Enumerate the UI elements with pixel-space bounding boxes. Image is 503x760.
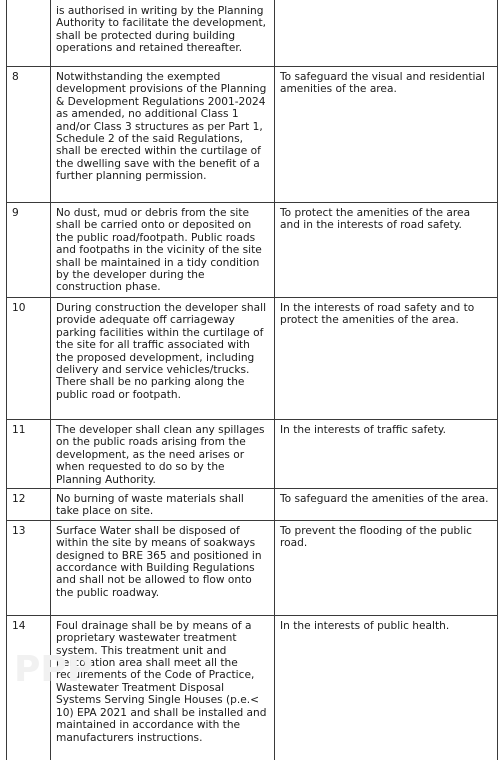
condition-number: 8 [7,67,51,203]
table-row [7,0,498,67]
condition-text: is authorised in writing by the Planning Authority to facilitate the development, shall be protected during building operations and retained thereafter. [51,0,275,67]
faint-watermark: PPP [14,649,94,690]
condition-reason [275,0,498,67]
table-row [7,67,498,203]
table-row [7,420,498,489]
table-row [7,520,498,615]
condition-text: Surface Water shall be disposed of within the site by means of soakways designed to BRE 365 and positioned in accordance with Building Regulations and shall not be allowed to flow onto the public roadway. [51,520,275,615]
condition-number: 13 [7,520,51,615]
condition-reason: In the interests of road safety and to protect the amenities of the area. [275,298,498,420]
table-row [7,615,498,760]
condition-text: No burning of waste materials shall take place on site. [51,489,275,521]
condition-number: 14 [7,615,51,760]
condition-number: 9 [7,203,51,298]
condition-text: No dust, mud or debris from the site shall be carried onto or deposited on the public road/footpath. Public roads and footpaths in the vicinity of the site shall be maintained in a tidy condition by the developer during the construction phase. [51,203,275,298]
planning-conditions-table [6,0,498,760]
condition-reason: To safeguard the visual and residential amenities of the area. [275,67,498,203]
condition-reason: In the interests of public health. [275,615,498,760]
condition-number: 10 [7,298,51,420]
table-row [7,203,498,298]
condition-number: 12 [7,489,51,521]
condition-reason: In the interests of traffic safety. [275,420,498,489]
condition-number: 11 [7,420,51,489]
condition-reason: To prevent the flooding of the public road. [275,520,498,615]
table-row [7,298,498,420]
condition-reason: To protect the amenities of the area and in the interests of road safety. [275,203,498,298]
condition-text: The developer shall clean any spillages on the public roads arising from the development, as the need arises or when requested to do so by the Planning Authority. [51,420,275,489]
table-row [7,489,498,521]
condition-text: Foul drainage shall be by means of a proprietary wastewater treatment system. This treatment unit and percolation area shall meet all the requirements of the Code of Practice, Wastewater Treatment Disposal Systems Serving Single Houses (p.e.< 10) EPA 2021 and shall be installed and maintained in accordance with the manufacturers instructions. [51,615,275,760]
condition-text: Notwithstanding the exempted development provisions of the Planning & Development Regulations 2001-2024 as amended, no additional Class 1 and/or Class 3 structures as per Part 1, Schedule 2 of the said Regulations, shall be erected within the curtilage of the dwelling save with the benefit of a further planning permission. [51,67,275,203]
condition-reason: To safeguard the amenities of the area. [275,489,498,521]
condition-text: During construction the developer shall provide adequate off carriageway parking facilities within the curtilage of the site for all traffic associated with the proposed development, including delivery and service vehicles/trucks. There shall be no parking along the public road or footpath. [51,298,275,420]
condition-number [7,0,51,67]
